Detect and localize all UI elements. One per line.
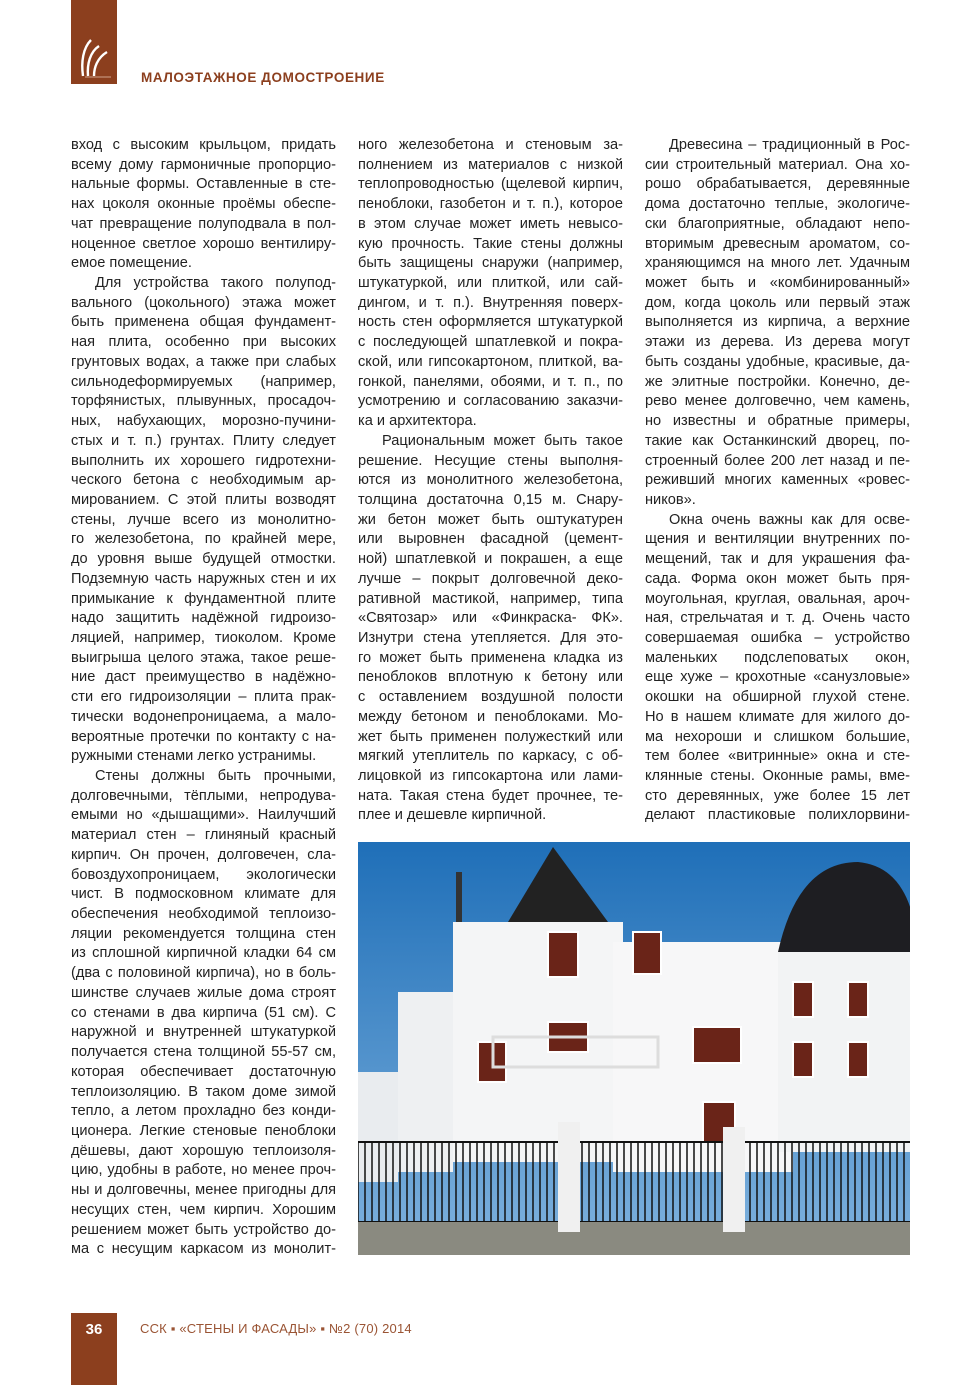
text-line: ляции рекомендуется толщина стен (71, 925, 336, 942)
text-line: сти его гидроизоляции – плита прак- (71, 689, 336, 706)
text-line: ного железобетона и стеновым за- (358, 137, 623, 153)
page-number: 36 (85, 1321, 103, 1338)
text-line: моугольная, круглая, овальная, aроч- (645, 590, 910, 607)
text-line: ная плита, особенно при высоких (71, 334, 336, 351)
text-line: ников». (645, 491, 696, 508)
text-line: го железобетона, по крайней мере, (71, 531, 336, 548)
text-line: строенный более 200 лет назад и пе- (645, 452, 910, 469)
text-column-1 (71, 136, 336, 1260)
text-line: шинстве случаев жилые дома строят (71, 984, 336, 1001)
text-line: сильнодеформируемых (например, (71, 373, 336, 390)
text-line: вход с высоким крыльцом, придать (71, 137, 336, 153)
text-line: штукатуркой, или плиткой, или сай- (358, 275, 623, 292)
publication-info: ССК ▪ «СТЕНЫ И ФАСАДЫ» ▪ №2 (70) 2014 (140, 1321, 412, 1336)
text-column-2 (358, 136, 623, 826)
text-line: ративной мастикой, например, типа (358, 590, 623, 607)
text-line: жи бетон может быть оштукатурен (358, 511, 623, 528)
text-line: мещений, так и для украшения фа- (645, 551, 910, 568)
text-line: ются из монолитного железобетона, (358, 472, 623, 489)
text-line: храняющимся на много лет. Удачным (645, 255, 910, 272)
text-line: реживший многих каменных «ровес- (645, 472, 910, 489)
text-line: из сплошной кирпичной кладки 64 см (71, 945, 336, 962)
text-line: сии строительный материал. Она хо- (645, 156, 910, 173)
text-line: нальные формы. Оставленные в сте- (71, 176, 336, 193)
text-line: ляцией, например, тиоколом. Кроме (71, 629, 336, 646)
text-line: ской, или гипсокартоном, плиткой, ва- (358, 353, 623, 370)
text-line: лицовкой из гипсокартона или лами- (358, 768, 623, 784)
text-line: выполняется из кирпича, а верхние (645, 314, 910, 331)
text-line: Для устройства такого полупод- (95, 275, 336, 292)
text-line: пеноблоков вплотную к бетону или (358, 669, 623, 686)
text-line: с последующей шпатлевкой и покра- (358, 334, 623, 351)
text-line: до уровня выше будущей отмостки. (71, 551, 336, 568)
text-line: Окна очень важны как для осве- (669, 511, 910, 528)
text-line: с оставлением воздушной полости (358, 689, 623, 706)
text-line: но известны и обратные примеры, (645, 413, 910, 430)
text-line: рево менее долговечно, чем камень, (645, 393, 910, 410)
text-line: еще хуже – крохотные «санузловые» (645, 669, 910, 686)
text-line: со стенами в два кирпича (51 см). С (71, 1004, 336, 1021)
text-line: усмотрению и согласованию заказчи- (358, 393, 623, 410)
text-line: в этом случае может иметь невысо- (358, 215, 623, 232)
text-line: ма нехороши и слишком большие, (645, 728, 910, 745)
text-line: чист. В подмосковном климате для (71, 886, 336, 903)
text-line: материал стен – глиняный красный (71, 827, 336, 844)
text-line: толщина достаточна 0,15 м. Снару- (358, 491, 623, 508)
text-line: гонкой, панелями, обоями, и т. п., по (358, 373, 623, 390)
text-line: или выровнен фасадной (цемент- (358, 531, 623, 548)
text-line: быть созданы удобные, красивые, да- (645, 353, 910, 370)
text-line: мированием. С этой плиты возводят (71, 491, 336, 508)
text-line: вторимым древесным ароматом, со- (645, 235, 910, 252)
text-line: быть защищены снаружи (например, (358, 255, 623, 272)
text-line: сто деревянных, уже более 15 лет (645, 787, 910, 804)
text-line: может быть и «комбинированный» (645, 275, 910, 292)
text-line: Стены должны быть прочными, (95, 768, 336, 784)
text-line: вального (цокольного) этажа может (71, 294, 336, 311)
text-line: ма с несущим каркасом из монолит- (71, 1241, 336, 1258)
text-line: Древесина – традиционный в Рос- (669, 137, 910, 153)
section-title: МАЛОЭТАЖНОЕ ДОМОСТРОЕНИЕ (141, 70, 385, 85)
text-line: обеспечения необходимой теплоизо- (71, 906, 336, 923)
text-line: такие как Останкинский дворец, по- (645, 432, 910, 449)
text-line: кирпич. Он прочен, долговечен, сла- (71, 846, 336, 863)
text-line: ка и архитектора. (358, 413, 477, 430)
text-line: тем более «витринные» окна и сте- (645, 748, 910, 765)
text-line: Подземную часть наружных стен и их (71, 570, 336, 587)
text-line: лучше – покрыт долговечной деко- (358, 570, 623, 587)
text-line: щения и вентиляции внутренних по- (645, 531, 910, 548)
text-line: решение. Несущие стены выполня- (358, 452, 623, 469)
text-line: надо защитить надёжной гидроизо- (71, 610, 336, 627)
text-line: этажи из дерева. Из дерева могут (645, 334, 910, 351)
text-line: Рациональным может быть такое (382, 432, 623, 449)
text-line: стены, лучше всего из монолитно- (71, 511, 336, 528)
text-line: тически водонепроницаема, а мало- (71, 708, 336, 725)
header-color-bar (71, 0, 117, 84)
text-line: рошо обрабатывается, деревянные (645, 176, 910, 193)
text-line: ната. Такая стена будет прочнее, те- (358, 787, 623, 804)
text-line: мягкий утеплитель по каркасу, с об- (358, 748, 623, 765)
text-line: решением может быть устройство до- (71, 1221, 336, 1238)
text-line: ных, набухающих, морозно-пучини- (71, 413, 336, 430)
text-line: теплопроводностью (щелевой кирпич, (358, 176, 623, 193)
text-line: же элитные постройки. Конечно, де- (645, 373, 910, 390)
text-line: ние даст преимущество в надёжно- (71, 669, 336, 686)
text-line: вероятные протечки по контакту с на- (71, 728, 336, 745)
text-line: ной) шпатлевкой и покрашен, а еще (358, 551, 623, 568)
text-line: полнением из материалов с низкой (358, 156, 623, 173)
text-line: окошки на обширной глухой стене. (645, 689, 910, 706)
text-line: долговечными, тёплыми, непродува- (71, 787, 336, 804)
text-line: дома достаточно теплые, экологиче- (645, 196, 910, 213)
text-line: чат превращение полуподвала в пол- (71, 215, 336, 232)
text-line: выигрыша целого этажа, такое реше- (71, 649, 336, 666)
text-line: «Святозар» или «Финкраска- ФК». (358, 610, 623, 627)
text-line: ная, стрельчатая и т. д. Очень часто (645, 610, 910, 627)
text-line: цию, удобны в работе, но менее проч- (71, 1162, 336, 1179)
text-line: жет быть применен полужесткий или (358, 728, 623, 745)
text-line: маленьких подслеповатых окон, (645, 649, 910, 666)
text-line: дёшевы, дают хорошую теплоизоля- (71, 1142, 336, 1159)
text-line: всему дому гармоничные пропорцио- (71, 156, 336, 173)
text-line: ны и долговечны, менее пригодны для (71, 1182, 336, 1199)
text-line: между бетоном и пеноблоками. Мо- (358, 708, 623, 725)
text-line: ноценное светлое хорошо вентилиру- (71, 235, 336, 252)
text-line: емыми но «дышащими». Наилучший (71, 807, 336, 824)
text-line: (два с половиной кирпича), но в боль- (71, 965, 336, 982)
text-line: ность стен оформляется штукатуркой (358, 314, 623, 331)
text-column-3 (645, 136, 910, 826)
text-line: быть применена общая фундамент- (71, 314, 336, 331)
text-line: дингом, и т. п.). Внутренняя поверх- (358, 294, 623, 311)
text-line: торфянистых, плывунных, просадоч- (71, 393, 336, 410)
text-line: наружной и внутренней штукатуркой (71, 1024, 336, 1041)
house-photo (358, 842, 910, 1255)
text-line: теплоизоляцию. В таком доме зимой (71, 1083, 336, 1100)
text-line: выполнить их хорошего гидротехни- (71, 452, 336, 469)
footer-color-bar (71, 1313, 117, 1385)
text-line: которая обеспечивает достаточную (71, 1063, 336, 1080)
text-line: совершаемая ошибка – устройство (645, 629, 910, 646)
text-line: емое помещение. (71, 255, 192, 272)
text-line: ружными стенами легко устранимы. (71, 748, 317, 765)
text-line: пеноблоки, газобетон и т. п.), которое (358, 196, 623, 213)
text-line: бовоздухопроницаем, экологически (71, 866, 336, 883)
text-line: делают пластиковые полихлорвини- (645, 807, 910, 824)
text-line: получается стена толщиной 55-57 см, (71, 1044, 336, 1061)
text-line: плее и дешевле кирпичной. (358, 807, 547, 824)
text-line: кую прочность. Такие стены должны (358, 235, 623, 252)
text-line: дом, когда цоколь или первый этаж (645, 294, 910, 311)
text-line: несущих стен, чем кирпич. Хорошим (71, 1201, 336, 1218)
text-line: го может быть применена кладка из (358, 649, 623, 666)
magazine-logo-icon (77, 38, 113, 78)
text-line: Изнутри стена утепляется. Для это- (358, 629, 623, 646)
text-line: ческого бетона с необходимым ар- (71, 472, 336, 489)
text-line: стых и т. п.) грунтах. Плиту следует (71, 432, 336, 449)
text-line: тепло, а летом прохладно без конди- (71, 1103, 336, 1120)
text-line: примыкание к фундаментной плите (71, 590, 336, 607)
text-line: ционера. Легкие стеновые пеноблоки (71, 1122, 336, 1139)
text-line: грунтовых водах, а также при слабых (71, 353, 336, 370)
text-line: Но в нашем климате для жилого до- (645, 708, 910, 725)
text-line: нах цоколя оконные проёмы обеспе- (71, 196, 336, 213)
text-line: клянные стены. Оконные рамы, вме- (645, 768, 910, 784)
text-line: ски благоприятные, обладают непо- (645, 215, 910, 232)
text-line: сада. Форма окон может быть пря- (645, 570, 910, 587)
